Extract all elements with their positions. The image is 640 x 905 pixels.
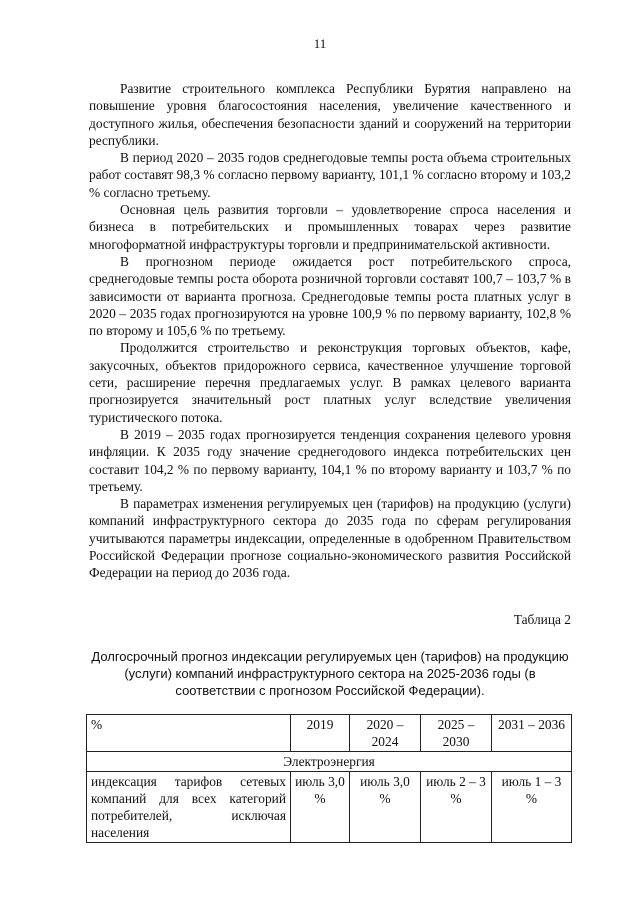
paragraph: Развитие строительного комплекса Республики Бурятия направлено на повышение уровня благосостояния населения, увеличение качественного и доступного жилья, обеспечения безопасности зданий и сооружений на территории республики. <box>89 81 571 148</box>
table-row <box>87 772 572 843</box>
paragraph: В период 2020 – 2035 годов среднегодовые темпы роста объема строительных работ составят 98,3 % согласно первому варианту, 101,1 % согласно второму и 103,2 % согласно третьему. <box>89 150 571 200</box>
table-header-cell: % <box>87 715 291 752</box>
table-cell: июль 3,0 % <box>291 772 350 843</box>
table-header-row <box>87 715 572 752</box>
table-label: Таблица 2 <box>513 612 571 627</box>
body-text <box>89 80 571 582</box>
paragraph: Продолжится строительство и реконструкция торговых объектов, кафе, закусочных, объектов придорожного сервиса, качественное улучшение торговой сети, расширение перечня предлагаемых услуг. В рамках целевого варианта прогнозируется значительный рост платных услуг вследствие увеличения туристического потока. <box>89 340 571 425</box>
table-header-cell: 2031 – 2036 <box>492 715 572 752</box>
table-cell: июль 3,0 % <box>350 772 421 843</box>
table-cell: июль 2 – 3 % <box>421 772 492 843</box>
table-header-cell: 2020 – 2024 <box>350 715 421 752</box>
table-title: Долгосрочный прогноз индексации регулируемых цен (тарифов) на продукцию (услуги) компаний инфраструктурного сектора на 2025-2036 годы (в соответствии с прогнозом Российской Федерации). <box>91 649 569 698</box>
table-header-cell: 2025 – 2030 <box>421 715 492 752</box>
table-section-row <box>87 752 572 772</box>
paragraph: Основная цель развития торговли – удовлетворение спроса населения и бизнеса в потребительских и промышленных товарах через развитие многоформатной инфраструктуры торговли и предпринимательской активности. <box>89 202 571 252</box>
table-section-cell: Электроэнергия <box>87 752 572 772</box>
paragraph: В параметрах изменения регулируемых цен (тарифов) на продукцию (услуги) компаний инфраструктурного сектора до 2035 года по сферам регулирования учитываются параметры индексации, определенные в одобренном Правительством Российской Федерации прогнозе социально-экономического развития Российской Федерации на период до 2036 года. <box>89 496 571 581</box>
table-cell: индексация тарифов сетевых компаний для всех категорий потребителей, исключая населения <box>87 772 291 843</box>
paragraph: В 2019 – 2035 годах прогнозируется тенденция сохранения целевого уровня инфляции. К 2035 году значение среднегодового индекса потребительских цен составит 104,2 % по первому варианту, 104,1 % по второму варианту и 103,7 % по третьему. <box>89 426 571 494</box>
paragraph: В прогнозном периоде ожидается рост потребительского спроса, среднегодовые темпы роста оборота розничной торговли составят 100,7 – 103,7 % в зависимости от варианта прогноза. Среднегодовые темпы роста платных услуг в 2020 – 2035 годах прогнозируются на уровне 100,9 % по первому варианту, 102,8 % по второму и 105,6 % по третьему. <box>89 253 571 339</box>
table-cell: июль 1 – 3 % <box>492 772 572 843</box>
tariff-indexation-table <box>86 714 572 843</box>
table-header-cell: 2019 <box>291 715 350 752</box>
page-number: 11 <box>313 36 327 51</box>
